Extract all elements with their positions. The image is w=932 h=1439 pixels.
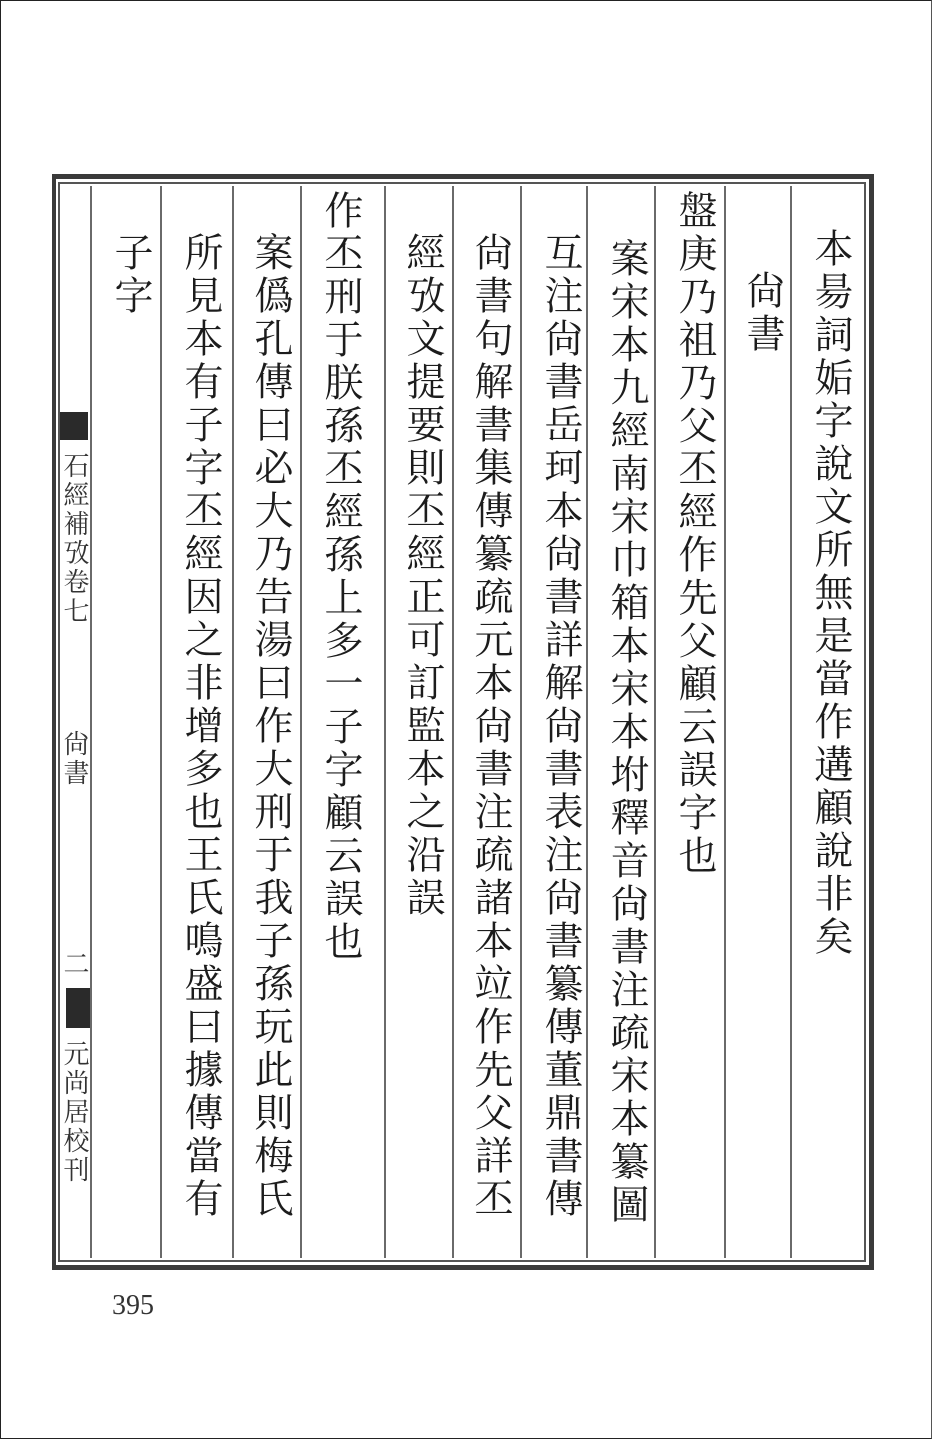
column-rule: [520, 186, 522, 1258]
spine-fishtail-top: [60, 412, 88, 440]
text-column-10: 所見本有子字丕經因之非增多也王氏鳴盛曰據傳當有: [178, 232, 223, 1221]
text-column-1: 本昜詞姤字說文所無是當作遘顧說非矣: [808, 228, 853, 959]
spine-folio: 二: [59, 950, 89, 979]
spine-title: 石經補攷卷七: [59, 452, 89, 626]
text-column-5: 互注尙書岳珂本尙書詳解尙書表注尙書纂傳董鼎書傳: [538, 232, 583, 1221]
column-rule: [300, 186, 302, 1258]
page-number: 395: [112, 1290, 154, 1321]
text-column-8: 作丕刑于朕孫丕經孫上多一子字顧云誤也: [318, 190, 363, 964]
section-heading: 尙書: [740, 270, 785, 356]
column-rule: [384, 186, 386, 1258]
column-rule: [452, 186, 454, 1258]
column-rule: [232, 186, 234, 1258]
text-column-6: 尙書句解書集傳纂疏元本尙書注疏諸本竝作先父詳丕: [468, 232, 513, 1221]
text-column-7: 經攷文提要則丕經正可訂監本之沿誤: [400, 232, 445, 920]
text-column-4: 案宋本九經南宋巾箱本宋本坿釋音尙書注疏宋本纂圖: [604, 238, 649, 1227]
text-column-9: 案僞孔傳曰必大乃告湯曰作大刑于我子孫玩此則梅氏: [248, 232, 293, 1221]
column-rule: [724, 186, 726, 1258]
text-column-11: 子字: [108, 232, 153, 318]
spine-fishtail-bottom: [66, 988, 90, 1028]
column-rule: [160, 186, 162, 1258]
spine-section: 尙書: [59, 730, 89, 788]
spine-publisher: 元尚居校刊: [59, 1040, 89, 1185]
text-column-3: 盤庚乃祖乃父丕經作先父顧云誤字也: [672, 190, 717, 878]
